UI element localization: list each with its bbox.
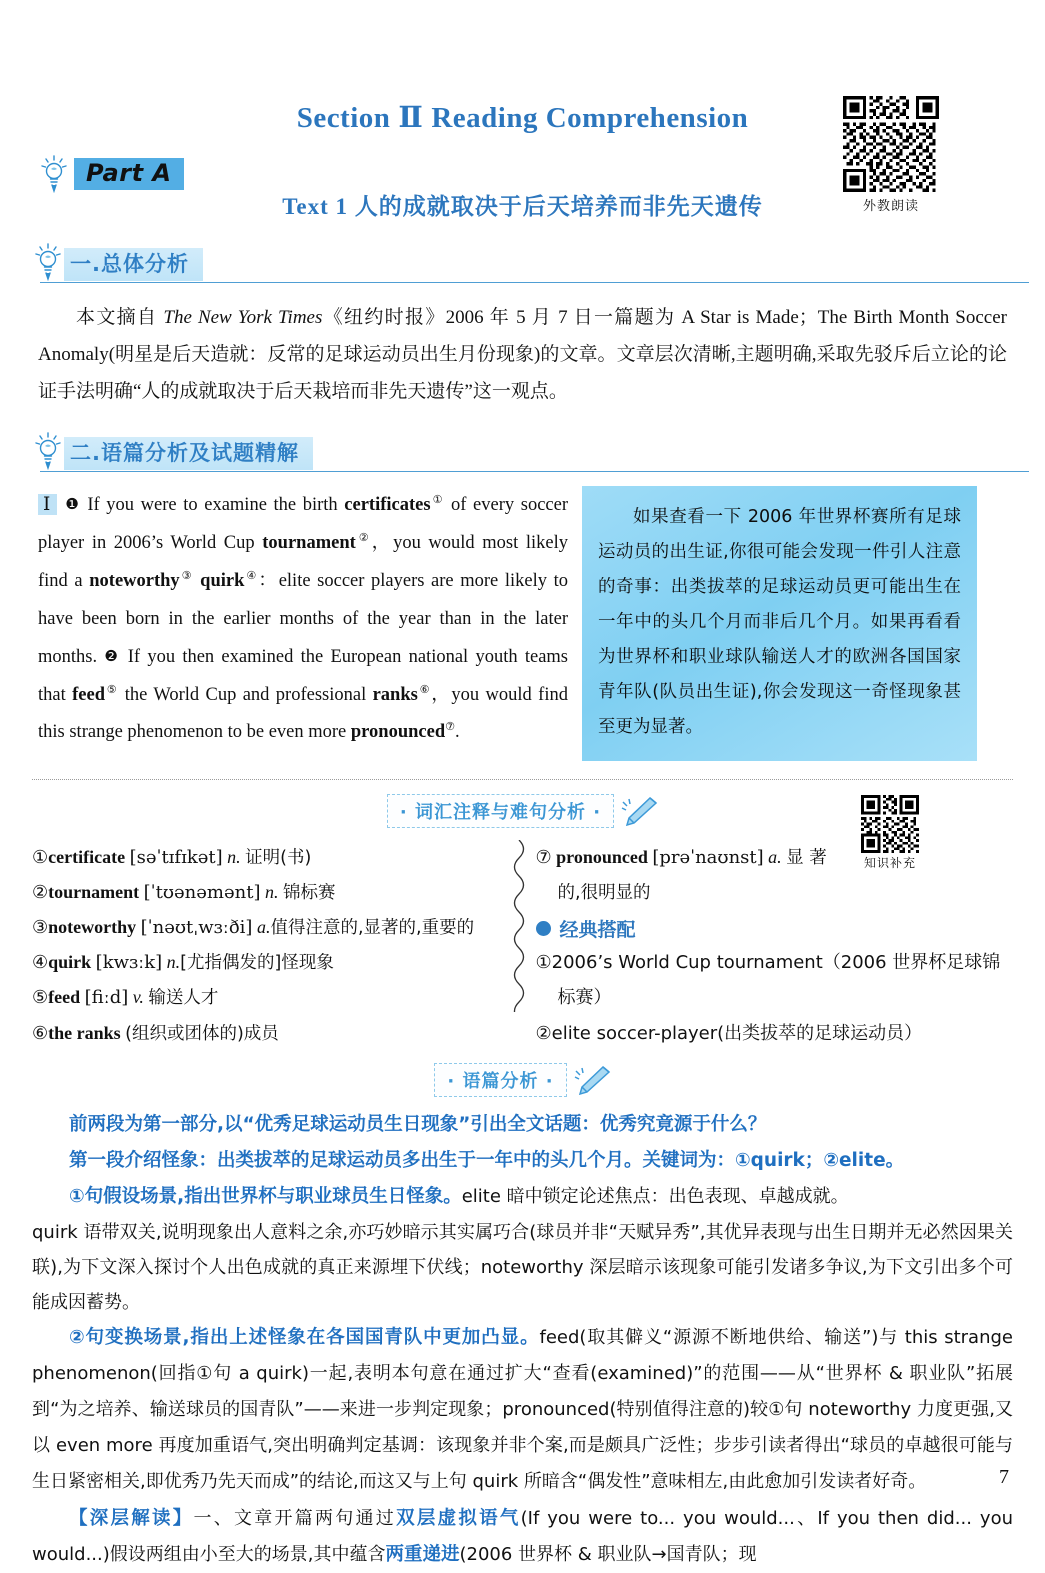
- vocab-ipa: [səˈtɪfɪkət]: [129, 846, 223, 868]
- section-numeral: Ⅱ: [398, 100, 424, 134]
- keyword-ranks: ranks: [372, 684, 418, 705]
- bullet-dot-icon: [536, 921, 551, 936]
- vocab-num: ⑤: [32, 987, 49, 1008]
- overview-paragraph: [38, 299, 1007, 410]
- vocab-meaning: (组织或团体的)成员: [125, 1023, 279, 1044]
- vocab-word: the ranks: [48, 1022, 121, 1043]
- passage-seg: ：elite soccer players are more likely to have been born in the earlier months of the year than in the later months.: [38, 570, 569, 667]
- discourse-analysis-body: [32, 1107, 1013, 1573]
- qr-label: 外教朗读: [862, 199, 919, 214]
- collocation-num: ①: [535, 952, 552, 973]
- discourse-chip-label: · 语篇分析 ·: [434, 1063, 566, 1097]
- vocab-num: ⑦: [535, 846, 552, 867]
- passage-seg: .: [455, 722, 460, 743]
- vocab-ipa: [prəˈnaʊnst]: [652, 846, 764, 868]
- passage-seg: If you were to examine the birth: [87, 494, 345, 515]
- deep-reading-seg3: (2006 世界杯 & 职业队→国青队；现: [459, 1543, 757, 1565]
- section-title-suffix: Reading Comprehension: [431, 102, 749, 134]
- lightbulb-icon: [38, 155, 70, 193]
- vocab-entry-cont: [536, 875, 1016, 910]
- vocab-word: noteworthy: [48, 917, 137, 938]
- lightbulb-icon: [32, 432, 64, 470]
- heading-rule: [40, 282, 1029, 283]
- keyword-certificates: certificates: [344, 494, 431, 515]
- analysis-line-blue-2: [32, 1143, 1013, 1179]
- passage-seg: of every soccer player in 2006’s World Cup: [38, 494, 569, 553]
- vocab-pos: n.: [227, 846, 241, 867]
- analysis-line-blue-4: [32, 1320, 1013, 1500]
- vocab-word: quirk: [48, 952, 92, 973]
- analysis-paragraph-2: quirk 语带双关,说明现象出人意料之余,亦巧妙暗示其实属巧合(球员并非“天赋异秀”,其优异表现与出生日期并无必然因果关联),为下文深入探讨个人出色成就的真正来源埋下伏线；noteworthy 深层暗示该现象可能引发诸多争议,为下文引出多个可能成因蓄势。: [32, 1221, 1013, 1314]
- vocab-word: tournament: [48, 882, 140, 903]
- vocab-meaning: 输送人才: [148, 988, 219, 1009]
- footnote-ref-1: ①: [430, 492, 445, 506]
- vocab-meaning: 显 著: [786, 847, 827, 868]
- analysis-heading-label: 二.语篇分析及试题精解: [64, 437, 313, 470]
- keyword-quirk: quirk: [200, 570, 245, 591]
- analysis-blue-text: ①句假设场景,指出世界杯与职业球员生日怪象。: [69, 1185, 462, 1207]
- analysis-black-text: feed(取其僻义“源源不断地供给、输送”)与 this strange phenomenon(回指①句 a quirk)一起,表明本句意在通过扩大“查看(examined)”的范围——从“世界杯 & 职业队”拓展到“为之培养、输送球员的国青队”——来进一步判定现象；pronounced(特别值得注意的)较①句 noteworthy 力度更强,又以 even more 再度加重语气,突出明确判定基调：该现象并非个案,而是颇具广泛性；步步引读者得出“球员的卓越很可能与生日紧密相关,即优秀乃先天而成”的结论,而这又与上句 quirk 所暗含“偶发性”意味相左,由此愈加引发读者好奇。: [32, 1327, 1014, 1493]
- sentence-number-1: ❶: [65, 494, 81, 513]
- analysis-blue-text: 前两段为第一部分,以“优秀足球运动员生日现象”引出全文话题：优秀究竟源于什么？: [69, 1113, 767, 1135]
- deep-reading-seg2: (If you were to... you would...、If you then did... you would...)假设两组由小至大的场景,其中蕴含: [32, 1507, 1013, 1565]
- collocation-item-cont: [536, 980, 1016, 1015]
- footnote-ref-3: ③: [179, 568, 194, 582]
- qr-label: 知识补充: [863, 856, 916, 870]
- sentence-number-2: ❷: [104, 646, 121, 665]
- vocab-num: ②: [32, 882, 49, 903]
- footnote-ref-7: ⑦: [445, 720, 455, 734]
- passage-and-translation: [38, 486, 1015, 761]
- vocab-ipa: [ˈtʊənəmənt]: [143, 882, 261, 904]
- pen-icon: [573, 1065, 611, 1095]
- wavy-divider-icon: [508, 840, 530, 1012]
- vocab-ipa: [fiːd]: [84, 987, 129, 1009]
- passage-seg: If you then examined the European national youth teams that: [38, 646, 569, 705]
- vocab-meaning: 锦标赛: [282, 883, 336, 904]
- analysis-section-header: [32, 432, 1045, 470]
- deep-reading-highlight-2: 两重递进: [385, 1543, 460, 1565]
- qr-foreign-teacher-reading[interactable]: [836, 96, 946, 214]
- analysis-blue-text: 第一段介绍怪象：出类拔萃的足球运动员多出生于一年中的头几个月。关键词为：①quirk；②elite。: [69, 1149, 905, 1171]
- vocab-column-left: [32, 840, 502, 1051]
- collocation-heading: [536, 915, 1016, 942]
- overview-heading-label: 一.总体分析: [64, 248, 203, 281]
- analysis-blue-text: ②句变换场景,指出上述怪象在各国国青队中更加凸显。: [69, 1327, 540, 1349]
- chinese-translation-box: 如果查看一下 2006 年世界杯赛所有足球运动员的出生证,你很可能会发现一件引人注意的奇事：出类拔萃的足球运动员更可能出生在一年中的头几个月而非后几个月。如果再看看为世界杯和职业球队输送人才的欧洲各国国家青年队(队员出生证),你会发现这一奇怪现象甚至更为显著。: [582, 486, 977, 761]
- vocab-pos: v.: [132, 987, 144, 1008]
- overview-text-part1: 本文摘自: [76, 306, 164, 328]
- overview-source-italic: The New York Times: [163, 306, 323, 328]
- vocab-ipa: [ˈnəʊtˌwɜːði]: [140, 917, 253, 939]
- pen-icon: [620, 796, 658, 826]
- text-label: Text 1: [282, 193, 349, 219]
- qr-code-icon: [843, 96, 939, 192]
- vocab-pos: n.: [264, 882, 279, 903]
- heading-rule: [40, 471, 1029, 472]
- overview-section-header: [32, 243, 1045, 281]
- collocation-num: ②: [535, 1022, 552, 1043]
- page-number: 7: [999, 1466, 1009, 1488]
- vocab-entry: [32, 980, 502, 1015]
- deep-reading-highlight-1: 双层虚拟语气: [396, 1507, 521, 1529]
- collocation-heading-label: 经典搭配: [559, 919, 636, 942]
- keyword-noteworthy: noteworthy: [89, 570, 180, 591]
- discourse-chip-row: [0, 1063, 1045, 1097]
- divider: [32, 779, 1013, 780]
- vocab-meaning: 证明(书): [245, 847, 312, 868]
- passage-seg: the World Cup and professional: [118, 684, 373, 705]
- vocab-meaning: 值得注意的,显著的,重要的: [270, 918, 475, 939]
- section-title-prefix: Section: [296, 102, 391, 134]
- passage-seg: ，you would most likely find a: [38, 532, 568, 591]
- lightbulb-icon: [32, 243, 64, 281]
- vocab-word: certificate: [48, 846, 126, 867]
- vocab-pos: a.: [768, 846, 782, 867]
- keyword-feed: feed: [72, 684, 105, 705]
- footnote-ref-4: ④: [244, 568, 259, 582]
- collocation-item: [536, 1016, 1016, 1051]
- vocab-entry: [32, 875, 502, 910]
- collocation-text: 2006’s World Cup tournament（2006 世界杯足球锦: [551, 952, 1001, 974]
- collocation-text: elite soccer-player(出类拔萃的足球运动员）: [551, 1022, 923, 1044]
- footnote-ref-5: ⑤: [104, 682, 119, 696]
- vocab-meaning: [尤指偶发的]怪现象: [180, 953, 334, 974]
- keyword-tournament: tournament: [262, 532, 356, 553]
- qr-code-icon: [861, 795, 919, 853]
- analysis-deep-reading: [32, 1501, 1013, 1573]
- vocabulary-notes: [32, 840, 1015, 1051]
- vocab-entry: [32, 910, 502, 945]
- keyword-pronounced: pronounced: [350, 722, 446, 743]
- vocab-pos: a.: [256, 917, 271, 938]
- text-title: 人的成就取决于后天培养而非先天遗传: [354, 193, 763, 220]
- analysis-line-3: [32, 1179, 1013, 1215]
- vocab-entry: [32, 840, 502, 875]
- english-passage: [38, 486, 568, 752]
- vocab-entry: [536, 840, 1016, 875]
- part-a-badge: Part A: [74, 158, 184, 189]
- vocab-word: feed: [48, 987, 81, 1008]
- qr-knowledge-supplement[interactable]: [845, 795, 935, 871]
- paragraph-marker: Ⅰ: [38, 494, 57, 515]
- footnote-ref-2: ②: [355, 530, 372, 544]
- collocation-item: [536, 945, 1016, 980]
- overview-text-part2: 《纽约时报》2006 年 5 月 7 日一篇题为 A Star is Made；The Birth Month Soccer Anomaly(明星是后天造就：反常的足球运动员出生月份现象)的文章。文章层次清晰,主题明确,采取先驳斥后立论的论证手法明确“人的成就取决于后天栽培而非先天遗传”这一观点。: [38, 306, 1007, 402]
- analysis-black-text: elite 暗中锁定论述焦点：出色表现、卓越成就。: [461, 1185, 849, 1207]
- vocab-ipa: [kwɜːk]: [95, 952, 163, 974]
- deep-reading-seg1: 一、文章开篇两句通过: [193, 1507, 397, 1529]
- vocab-chip-label: · 词汇注释与难句分析 ·: [387, 794, 614, 828]
- vocab-pos: n.: [166, 952, 181, 973]
- vocab-word: pronounced: [556, 846, 648, 867]
- vocab-entry: [32, 1016, 502, 1051]
- vocab-meaning-cont: 的,很明显的: [557, 883, 651, 904]
- vocab-num: ⑥: [32, 1022, 49, 1043]
- vocab-num: ①: [32, 846, 49, 867]
- vocab-num: ④: [32, 952, 49, 973]
- analysis-line-blue-1: [32, 1107, 1013, 1143]
- vocab-entry: [32, 945, 502, 980]
- vocab-num: ③: [32, 917, 49, 938]
- passage-seg: ，you would find this strange phenomenon to be even more: [38, 684, 568, 743]
- footnote-ref-6: ⑥: [417, 682, 432, 696]
- vocab-column-right: [536, 840, 1016, 1051]
- collocation-text-cont: 标赛）: [557, 987, 612, 1009]
- deep-reading-label: 【深层解读】: [69, 1507, 194, 1529]
- part-a-header: [38, 155, 184, 193]
